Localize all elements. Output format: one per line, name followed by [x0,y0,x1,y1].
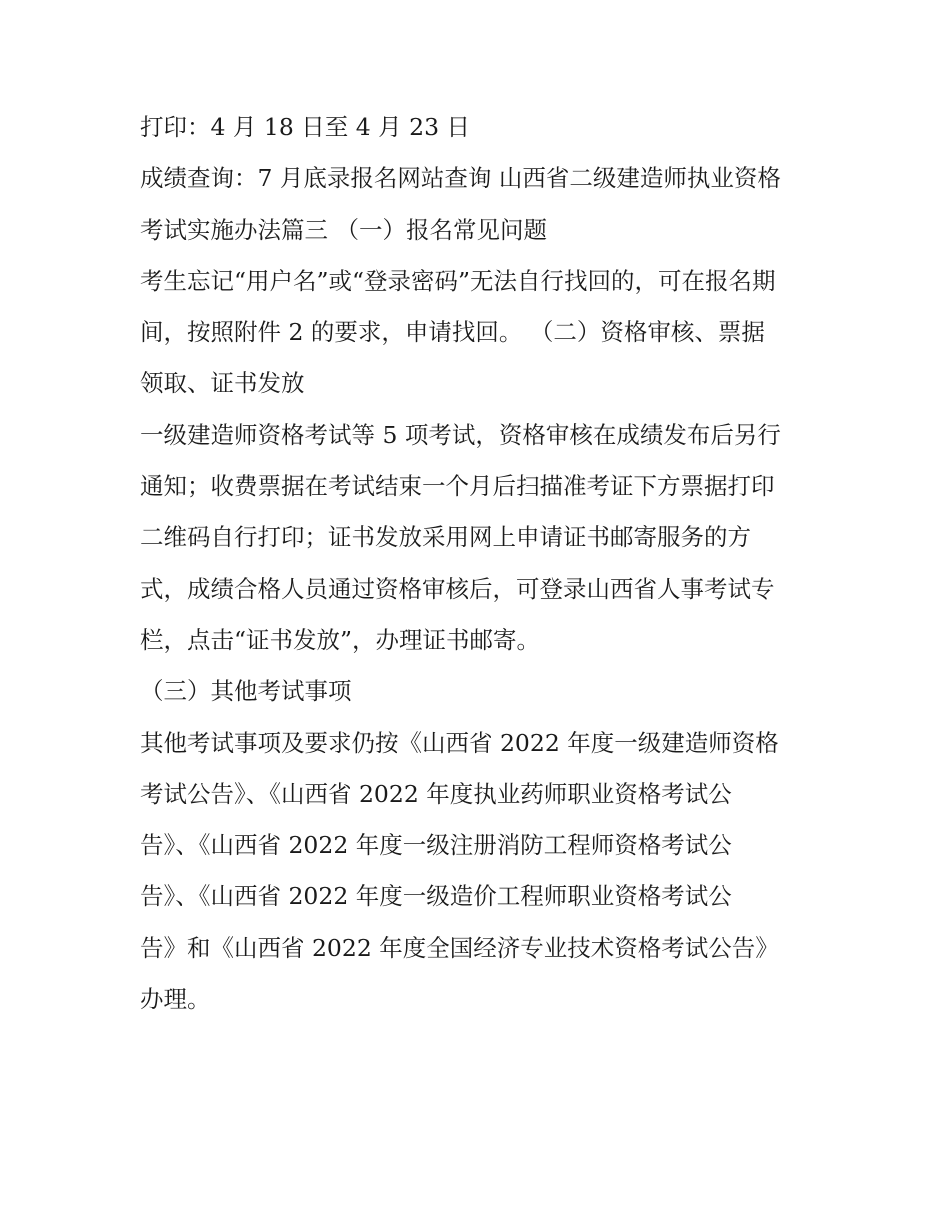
text-line: 间，按照附件 2 的要求，申请找回。 （二）资格审核、票据 [140,318,765,347]
text-line: 告》和《山西省 2022 年度全国经济专业技术资格考试公告》 [140,933,779,962]
text-line: 考生忘记“用户名”或“登录密码”无法自行找回的，可在报名期 [140,266,776,295]
text-line: 一级建造师资格考试等 5 项考试，资格审核在成绩发布后另行 [140,420,781,449]
text-line: 告》、《山西省 2022 年度一级造价工程师职业资格考试公 [140,882,732,911]
text-line: 通知；收费票据在考试结束一个月后扫描准考证下方票据打印 [140,472,775,501]
text-line: 式，成绩合格人员通过资格审核后，可登录山西省人事考试专 [140,574,775,603]
text-line: 成绩查询：7 月底录报名网站查询 山西省二级建造师执业资格 [140,164,781,193]
text-line: 考试实施办法篇三 （一）报名常见问题 [140,215,547,244]
text-line: 其他考试事项及要求仍按《山西省 2022 年度一级建造师资格 [140,728,779,757]
document-body [140,102,820,1025]
text-line: 二维码自行打印；证书发放采用网上申请证书邮寄服务的方 [140,523,751,552]
text-line: 领取、证书发放 [140,369,305,398]
text-line: 考试公告》、《山西省 2022 年度执业药师职业资格考试公 [140,779,732,808]
text-line: 栏，点击“证书发放”，办理证书邮寄。 [140,625,541,654]
text-line: 打印：4 月 18 日至 4 月 23 日 [140,113,470,141]
text-line: 办理。 [140,985,211,1014]
text-line: 告》、《山西省 2022 年度一级注册消防工程师资格考试公 [140,831,732,860]
section-heading: （三）其他考试事项 [140,677,352,706]
